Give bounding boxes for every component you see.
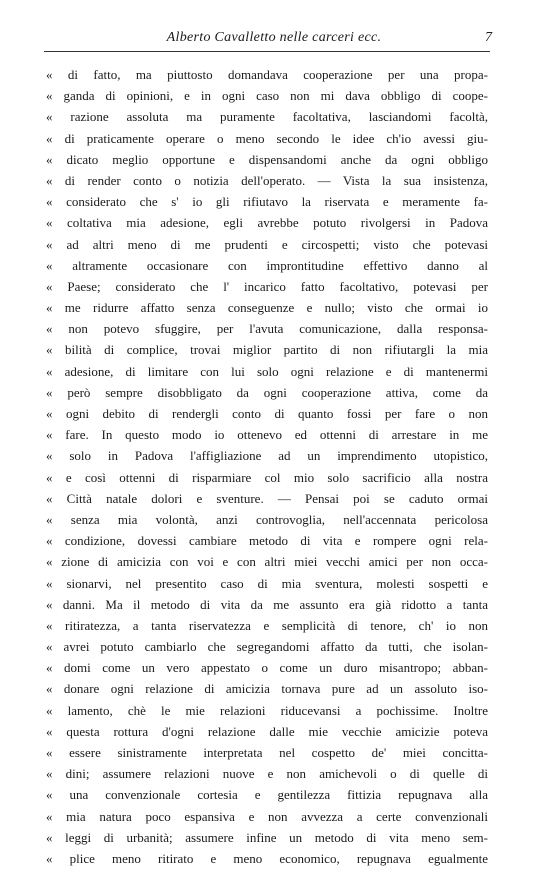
text-line [46,615,488,636]
text-line-content: « Città natale dolori e sventure. — Pensai poi se caduto ormai [46,490,488,506]
text-line-content: « ritiratezza, a tanta riservatezza e semplicità di tenore, ch' io non [46,617,488,633]
running-title: Alberto Cavalletto nelle carceri ecc. [166,30,382,45]
text-line-content: « però sempre disobbligato da ogni cooperazione attiva, come da [46,384,488,400]
text-line [46,551,488,572]
text-line [46,276,488,297]
text-line [46,106,488,127]
text-line-content: « non potevo sfuggire, per l'avuta comunicazione, dalla responsa- [46,321,488,337]
text-line [46,149,488,170]
text-line-content: « e così ottenni di risparmiare col mio solo sacrificio alla nostra [46,469,488,485]
text-line-content: « ogni debito di rendergli conto di quanto fossi per fare o non [46,406,488,421]
text-line [46,424,488,445]
text-line [46,361,488,382]
text-line-content: « solo in Padova l'affigliazione ad un imprendimento utopistico, [46,448,488,464]
text-line [46,128,488,149]
text-line-content: « di render conto o notizia dell'operato. — Vista la sua insistenza, [46,172,488,188]
text-line [46,339,488,360]
text-line [46,594,488,615]
text-line-content: « leggi di urbanità; assumere infine un metodo di vita meno sem- [46,829,488,845]
text-line-content: « senza mia volontà, anzi controvoglia, nell'accennata pericolosa [46,511,488,527]
text-line [46,742,488,763]
text-line [46,382,488,403]
text-line-content: « domi come un vero appestato o come un duro misantropo; abban- [46,660,488,676]
text-line [46,657,488,678]
text-line [46,255,488,276]
text-line-content: « lamento, chè le mie relazioni riducevansi a pochissime. Inoltre [46,702,488,718]
text-line [46,700,488,721]
text-line-content: « considerato che s' io gli rifiutavo la riservata e meramente fa- [46,194,488,210]
text-line-content: « ganda di opinioni, e in ogni caso non mi dava obbligo di coope- [46,88,488,104]
text-line-content: « di praticamente operare o meno secondo le idee ch'io avessi giu- [46,130,488,146]
text-line-content: « Paese; considerato che l' incarico fatto facoltativo, potevasi per [46,278,488,294]
text-line-content: « mia natura poco espansiva e non avvezza a certe convenzionali [46,808,488,824]
text-line-content: « adesione, di limitare con lui solo ogni relazione e di mantenermi [46,363,488,379]
text-line [46,509,488,530]
text-line [46,297,488,318]
text-line-content: « dini; assumere relazioni nuove e non amichevoli o di quelle di [46,766,488,782]
text-line [46,678,488,699]
text-line-content: « sionarvi, nel presentito caso di mia sventura, molesti sospetti e [46,575,488,591]
text-line-content: « fare. In questo modo io ottenevo ed ottenni di arrestare in me [46,427,488,443]
text-line [46,445,488,466]
text-line-content: « coltativa mia adesione, egli avrebbe potuto rivolgersi in Padova [46,215,488,231]
body-text [46,64,488,869]
header-rule [44,51,490,52]
page-number: 7 [485,30,492,45]
text-line-content: « avrei potuto cambiarlo che segregandomi affatto da tutti, che isolan- [46,639,488,655]
text-line [46,212,488,233]
text-line-content: « altramente occasionare con improntitudine effettivo danno al [46,257,488,273]
text-line [46,234,488,255]
text-line [46,721,488,742]
text-line [46,573,488,594]
text-line-content: « ad altri meno di me prudenti e circospetti; visto che potevasi [46,236,488,252]
text-line-content: « condizione, dovessi cambiare metodo di vita e rompere ogni rela- [46,533,488,549]
text-line-content: « una convenzionale cortesia e gentilezza fittizia repugnava alla [46,787,488,803]
text-line [46,318,488,339]
text-line-content: « danni. Ma il metodo di vita da me assunto era già ridotto a tanta [46,596,488,612]
page-header [48,30,492,50]
text-line [46,848,488,869]
text-line-content: « donare ogni relazione di amicizia tornava pure ad un assoluto iso- [46,681,488,697]
text-line [46,784,488,805]
text-line-content: « zione di amicizia con voi e con altri miei vecchi amici per non occa- [46,554,488,570]
text-line-content: « essere sinistramente interpretata nel cospetto de' miei concitta- [46,745,488,760]
text-line-content: « dicato meglio opportune e dispensandomi anche da ogni obbligo [46,151,488,167]
text-line-content: « questa rottura d'ogni relazione dalle mie vecchie amicizie poteva [46,723,488,739]
text-line-content: « plice meno ritirato e meno economico, repugnava egualmente [46,850,488,866]
text-line [46,64,488,85]
text-line [46,467,488,488]
text-line [46,806,488,827]
text-line [46,827,488,848]
text-line [46,636,488,657]
text-line [46,530,488,551]
text-line [46,85,488,106]
text-line [46,403,488,424]
text-line [46,191,488,212]
text-line-content: « me ridurre affatto senza conseguenze e nullo; visto che ormai io [46,300,488,316]
text-line [46,170,488,191]
text-line-content: « di fatto, ma piuttosto domandava cooperazione per una propa- [46,67,488,82]
text-line-content: « bilità di complice, trovai miglior partito di non rifiutargli la mia [46,342,488,358]
text-line [46,763,488,784]
text-line [46,488,488,509]
text-line-content: « razione assoluta ma puramente facoltativa, lasciandomi facoltà, [46,109,488,125]
